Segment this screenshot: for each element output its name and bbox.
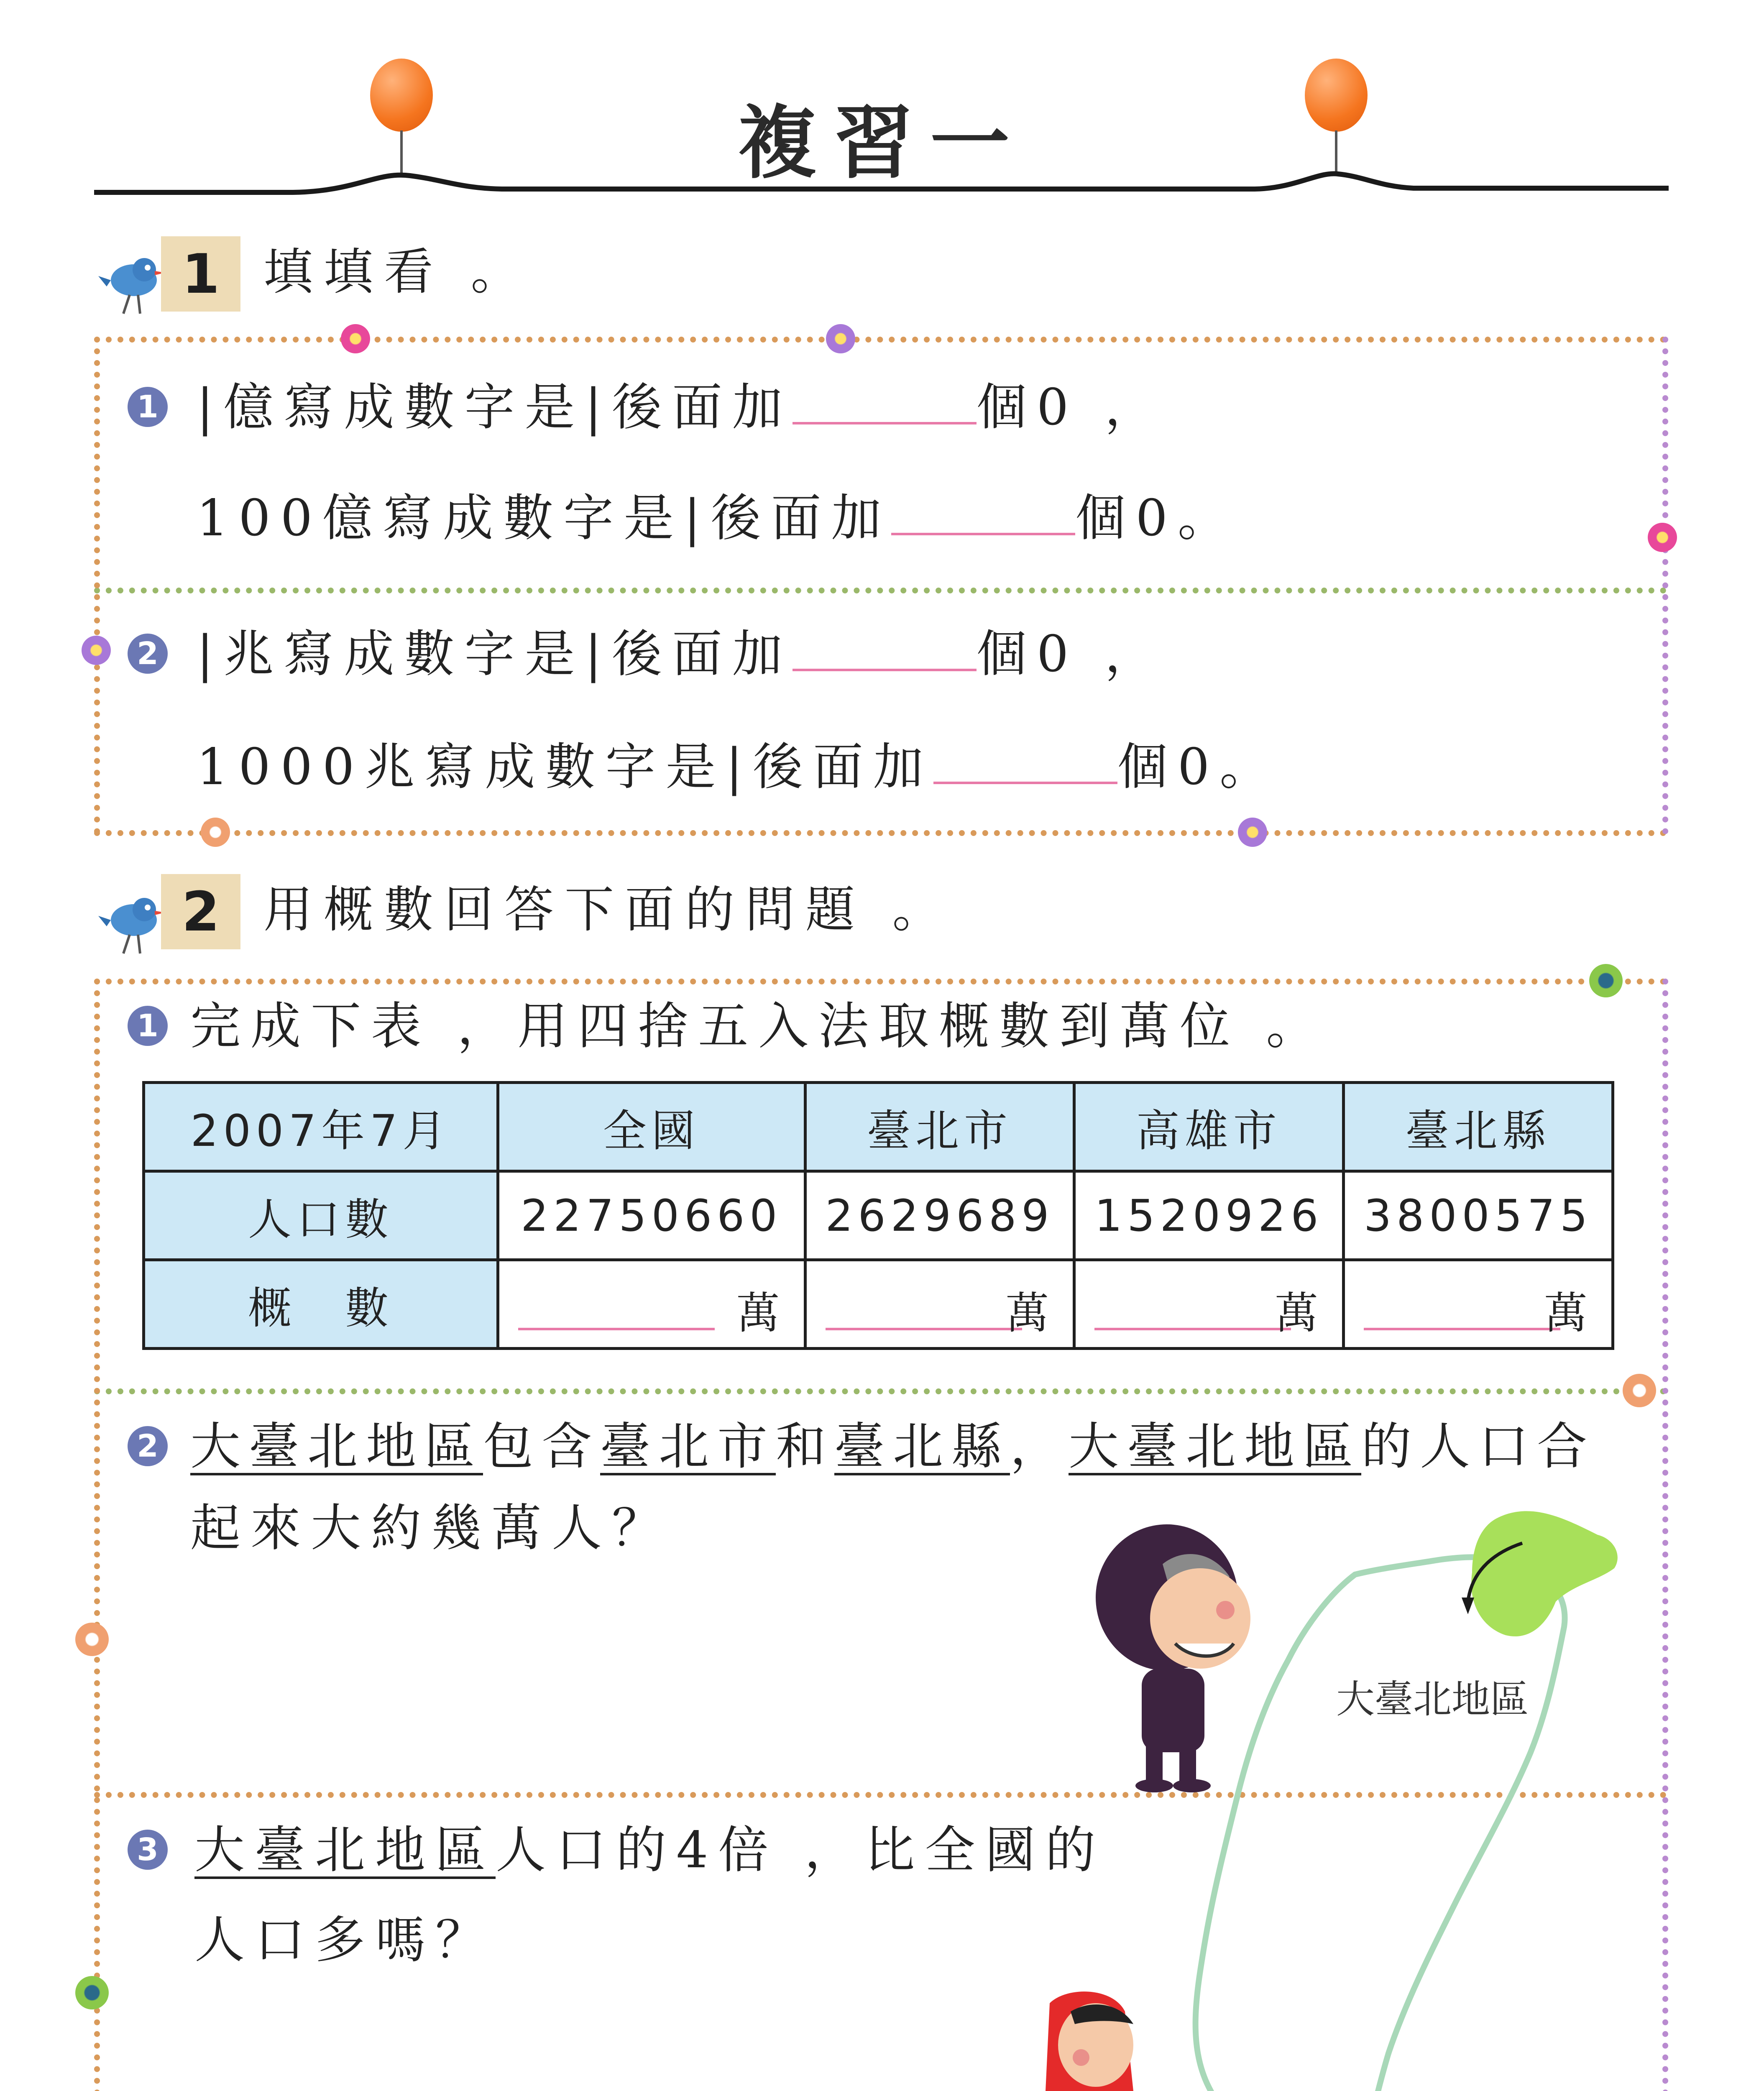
q1-item1-text-b: 個0 ， (976, 378, 1165, 437)
unit-label: 萬 (736, 1288, 785, 1339)
q1-frame-right (1662, 337, 1668, 834)
flower-icon (82, 636, 111, 665)
q1-item2-text-a: |兆寫成數字是|後面加 (197, 625, 793, 683)
q2-sub3-text: 人口的4倍 ，比全國的 (496, 1821, 1106, 1879)
q2-frame-divider-1 (94, 1388, 1667, 1394)
q2-sub2-text: 包含 (483, 1418, 600, 1476)
greater-taipei-region (1471, 1511, 1618, 1636)
item-marker-3: 3 (128, 1830, 168, 1870)
q2-frame-right (1662, 979, 1668, 2091)
place-name: 大臺北地區 (1069, 1418, 1361, 1476)
flower-icon (1623, 1374, 1656, 1407)
place-name: 大臺北地區 (190, 1418, 483, 1476)
table-header-row (144, 1083, 1613, 1171)
answer-blank[interactable] (891, 491, 1075, 535)
table-header-cell: 臺北市 (805, 1083, 1074, 1171)
q2-sub2-text: ， (1010, 1418, 1069, 1476)
q1-item1-text-a: |億寫成數字是|後面加 (197, 378, 793, 437)
answer-blank[interactable] (793, 627, 977, 671)
q1-item2-text-d: 個0。 (1117, 738, 1280, 796)
q1-item1-line1 (197, 378, 1165, 437)
flower-icon (201, 818, 230, 847)
q1-frame-bottom (94, 830, 1667, 836)
unit-label: 萬 (1275, 1288, 1324, 1339)
question-1-title: 填填看 。 (263, 243, 531, 301)
q2-sub3-line1 (194, 1821, 1106, 1880)
place-name: 大臺北地區 (194, 1821, 496, 1879)
bird-icon (94, 887, 165, 958)
table-header-cell: 2007年7月 (144, 1083, 498, 1171)
q1-item2-text-b: 個0 ， (976, 625, 1165, 683)
table-row (144, 1171, 1613, 1260)
item-marker-2: 2 (128, 634, 168, 674)
population-cell: 3800575 (1344, 1171, 1613, 1260)
q2-sub1-text: 完成下表 ，用四捨五入法取概數到萬位 。 (190, 997, 1327, 1056)
question-2-title: 用概數回答下面的問題 。 (263, 881, 953, 938)
q2-frame-top (94, 979, 1667, 984)
population-cell: 1520926 (1074, 1171, 1344, 1260)
q1-item1-text-d: 個0。 (1075, 489, 1238, 547)
population-cell: 2629689 (805, 1171, 1074, 1260)
table-header-cell: 高雄市 (1074, 1083, 1344, 1171)
population-label: 人口數 (144, 1171, 498, 1260)
item-marker-1: 1 (128, 1006, 168, 1046)
approx-answer-cell[interactable] (805, 1260, 1074, 1349)
question-2-badge (161, 874, 240, 949)
question-1-number: 1 (182, 242, 220, 306)
flower-icon (75, 1976, 109, 2009)
q1-frame-top (94, 337, 1667, 343)
flower-icon (75, 1623, 109, 1656)
place-name: 臺北縣 (834, 1418, 1010, 1476)
q1-frame-middle (94, 588, 1667, 593)
answer-blank[interactable] (826, 1328, 1022, 1330)
item-marker-1: 1 (128, 387, 168, 427)
q1-item2-line2 (197, 738, 1280, 797)
flower-icon (341, 324, 370, 353)
population-table (142, 1081, 1614, 1350)
unit-label: 萬 (1544, 1288, 1593, 1339)
flower-icon (1589, 964, 1623, 997)
q2-sub3-line2: 人口多嗎？ (194, 1911, 496, 1969)
table-row (144, 1260, 1613, 1349)
q2-sub2-text: 和 (776, 1418, 834, 1476)
answer-blank[interactable] (933, 740, 1117, 784)
map-region-label: 大臺北地區 (1336, 1677, 1529, 1722)
answer-blank[interactable] (518, 1328, 715, 1330)
flower-icon (1648, 523, 1677, 552)
q2-frame-left (94, 979, 100, 2091)
bird-icon (94, 247, 165, 318)
item-marker-2: 2 (128, 1426, 168, 1466)
q1-item2-text-c: 1000兆寫成數字是|後面加 (197, 738, 933, 796)
approx-label: 概 數 (144, 1260, 498, 1349)
table-header-cell: 臺北縣 (1344, 1083, 1613, 1171)
unit-label: 萬 (1005, 1288, 1054, 1339)
approx-answer-cell[interactable] (498, 1260, 805, 1349)
q1-item1-text-c: 100億寫成數字是|後面加 (197, 489, 892, 547)
q2-sub2-text: 的人口合 (1361, 1418, 1595, 1476)
flower-icon (1238, 818, 1267, 847)
q2-sub2-line2: 起來大約幾萬人？ (190, 1499, 672, 1557)
approx-answer-cell[interactable] (1074, 1260, 1344, 1349)
q2-sub2-line1 (190, 1418, 1595, 1476)
page-title: 複習一 (737, 97, 1026, 189)
approx-answer-cell[interactable] (1344, 1260, 1613, 1349)
question-1-badge (161, 236, 240, 312)
answer-blank[interactable] (793, 380, 977, 424)
answer-blank[interactable] (1094, 1328, 1291, 1330)
q1-item1-line2 (197, 489, 1238, 548)
character-illustration (1012, 1986, 1204, 2091)
question-2-number: 2 (182, 880, 220, 943)
q1-item2-line1 (197, 625, 1165, 684)
place-name: 臺北市 (600, 1418, 776, 1476)
q1-frame-left (94, 337, 100, 834)
character-illustration (1087, 1518, 1276, 1794)
table-header-cell: 全國 (498, 1083, 805, 1171)
header-rule (0, 159, 1764, 209)
population-cell: 22750660 (498, 1171, 805, 1260)
answer-blank[interactable] (1364, 1328, 1560, 1330)
flower-icon (826, 324, 855, 353)
